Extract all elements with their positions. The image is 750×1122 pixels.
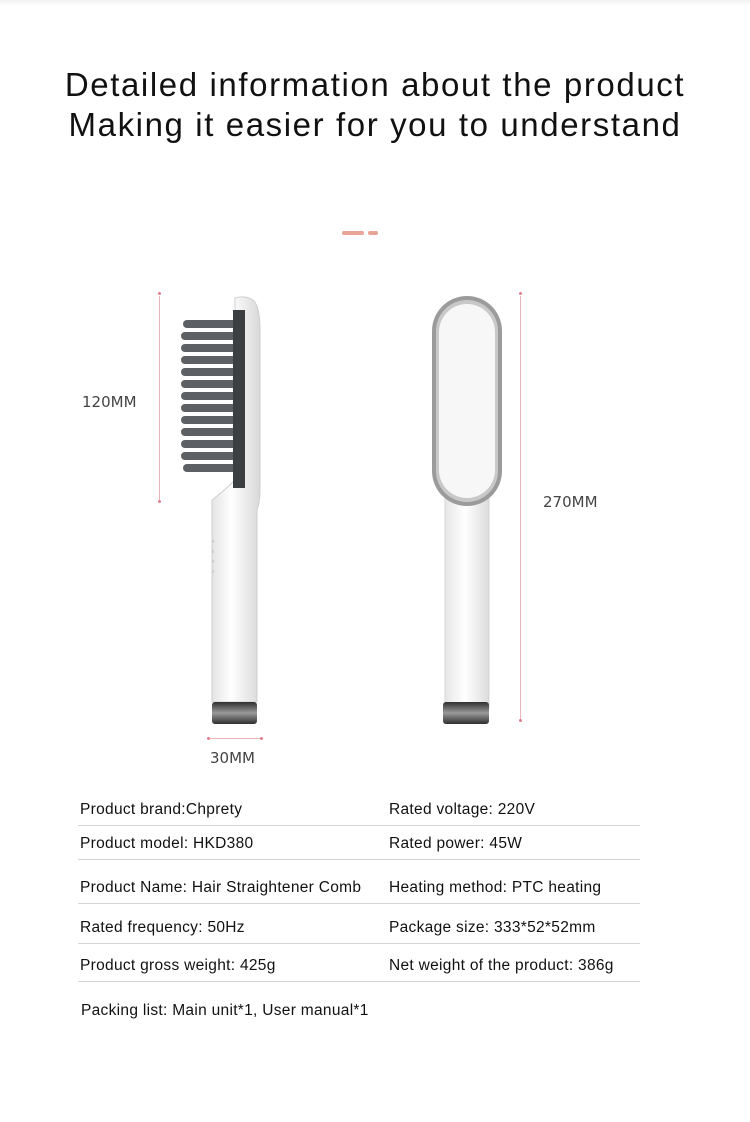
comb-height-label: 120MM [82,393,137,411]
total-length-dimension-line [520,296,521,720]
handle-width-label: 30MM [210,749,255,767]
comb-side-view-illustration [175,290,270,730]
spec-cell-net-weight: Net weight of the product: 386g [389,957,614,974]
spec-cell-package: Package size: 333*52*52mm [389,919,596,936]
spec-cell-voltage: Rated voltage: 220V [389,801,536,818]
packing-list: Packing list: Main unit*1, User manual*1 [81,1002,369,1019]
spec-cell-power: Rated power: 45W [389,835,523,852]
page-title-line-2: Making it easier for you to understand [68,106,682,143]
length-marker-top [519,292,522,295]
handle-width-dimension-line [210,738,260,739]
total-length-label: 270MM [543,493,598,511]
spec-cell-brand: Product brand:Chprety [80,801,243,818]
spec-row [78,820,640,860]
row-divider [78,981,640,982]
spec-cell-model: Product model: HKD380 [80,835,254,852]
dimension-marker-top [158,292,161,295]
dimension-marker-bottom [158,500,161,503]
length-marker-bottom [519,719,522,722]
accent-dash-long [342,231,364,235]
page-title-line-1: Detailed information about the product [64,66,686,103]
spec-row [78,942,640,982]
spec-cell-frequency: Rated frequency: 50Hz [80,919,245,936]
spec-row [78,904,640,944]
comb-front-view-illustration [425,290,515,730]
width-marker-right [260,737,263,740]
comb-height-dimension-line [159,296,160,500]
top-strip [0,0,750,6]
spec-cell-heating: Heating method: PTC heating [389,879,602,896]
spec-cell-name: Product Name: Hair Straightener Comb [80,879,362,896]
row-divider [78,859,640,860]
spec-cell-gross-weight: Product gross weight: 425g [80,957,276,974]
accent-dash-short [368,231,378,235]
spec-row [78,864,640,904]
